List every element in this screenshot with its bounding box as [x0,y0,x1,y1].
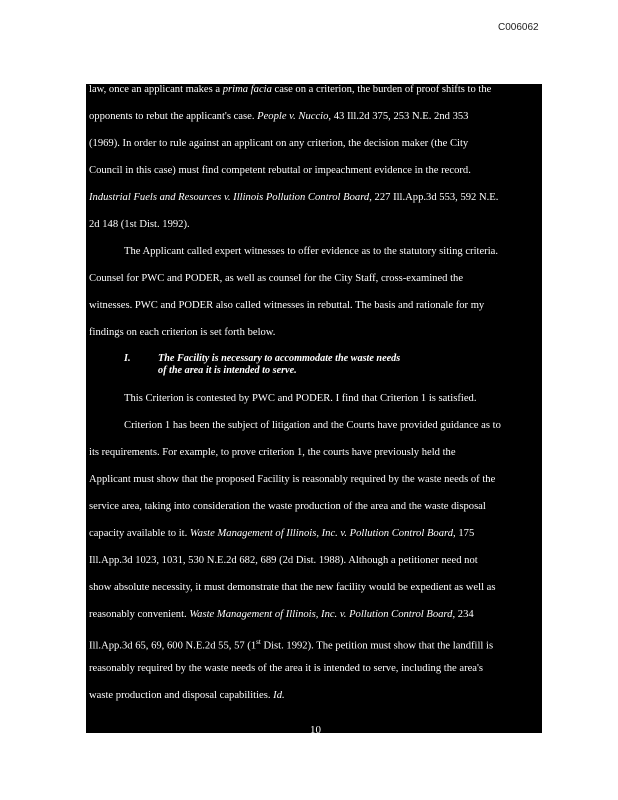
text-line: Criterion 1 has been the subject of litigation and the Courts have provided guidance as to [124,420,501,431]
scanned-page-body [86,84,542,733]
case-citation: prima facia [222,84,272,95]
text-line: The Applicant called expert witnesses to offer evidence as to the statutory siting criteria. [124,246,498,257]
case-citation: People v. Nuccio [257,111,329,122]
text-line: Applicant must show that the proposed Facility is reasonably required by the waste needs of the [89,474,496,485]
text-line: Counsel for PWC and PODER, as well as counsel for the City Staff, cross-examined the [89,273,464,284]
text-line: Ill.App.3d 1023, 1031, 530 N.E.2d 682, 689 (2d Dist. 1988). Although a petitioner need not [89,555,478,566]
text-line: its requirements. For example, to prove criterion 1, the courts have previously held the [89,447,456,458]
text-line: reasonably required by the waste needs of the area it is intended to serve, including the area's [89,663,484,674]
text-line: This Criterion is contested by PWC and PODER. I find that Criterion 1 is satisfied. [124,393,477,404]
text-line: (1969). In order to rule against an applicant on any criterion, the decision maker (the City [89,138,469,149]
page-number: 10 [310,724,321,733]
text-line: law, once an applicant makes a prima facia case on a criterion, the burden of proof shifts to the [89,84,492,95]
text-line: witnesses. PWC and PODER also called witnesses in rebuttal. The basis and rationale for my [89,300,485,311]
section-heading: I. The Facility is necessary to accommodate the waste needs [124,353,401,364]
text-line: findings on each criterion is set forth below. [89,327,276,338]
case-citation: Waste Management of Illinois, Inc. v. Pollution Control Board [189,528,454,539]
case-citation: Waste Management of Illinois, Inc. v. Pollution Control Board [189,609,453,620]
text-line: service area, taking into consideration the waste production of the area and the waste disposal [89,501,486,512]
text-line: opponents to rebut the applicant's case. People v. Nuccio, 43 Ill.2d 375, 253 N.E. 2nd 353 [89,111,469,122]
text-line: show absolute necessity, it must demonstrate that the new facility would be expedient as well as [89,582,496,593]
text-line: waste production and disposal capabilities. Id. [89,690,285,701]
bates-number: C006062 [498,22,539,33]
case-citation: Industrial Fuels and Resources v. Illinois Pollution Control Board [89,192,370,203]
text-line: Ill.App.3d 65, 69, 600 N.E.2d 55, 57 (1st Dist. 1992). The petition must show that the landfill is [89,638,494,652]
text-line: Council in this case) must find competent rebuttal or impeachment evidence in the record. [89,165,471,176]
case-citation: Id. [273,690,285,701]
section-number: I. [124,353,131,364]
text-line: reasonably convenient. Waste Management of Illinois, Inc. v. Pollution Control Board, 234 [89,609,474,620]
section-heading-line2: of the area it is intended to serve. [158,365,297,376]
text-line: Industrial Fuels and Resources v. Illinois Pollution Control Board, 227 Ill.App.3d 553, 592 N.E. [89,192,499,203]
text-line: 2d 148 (1st Dist. 1992). [89,219,190,230]
text-line: capacity available to it. Waste Management of Illinois, Inc. v. Pollution Control Board, 175 [89,528,475,539]
